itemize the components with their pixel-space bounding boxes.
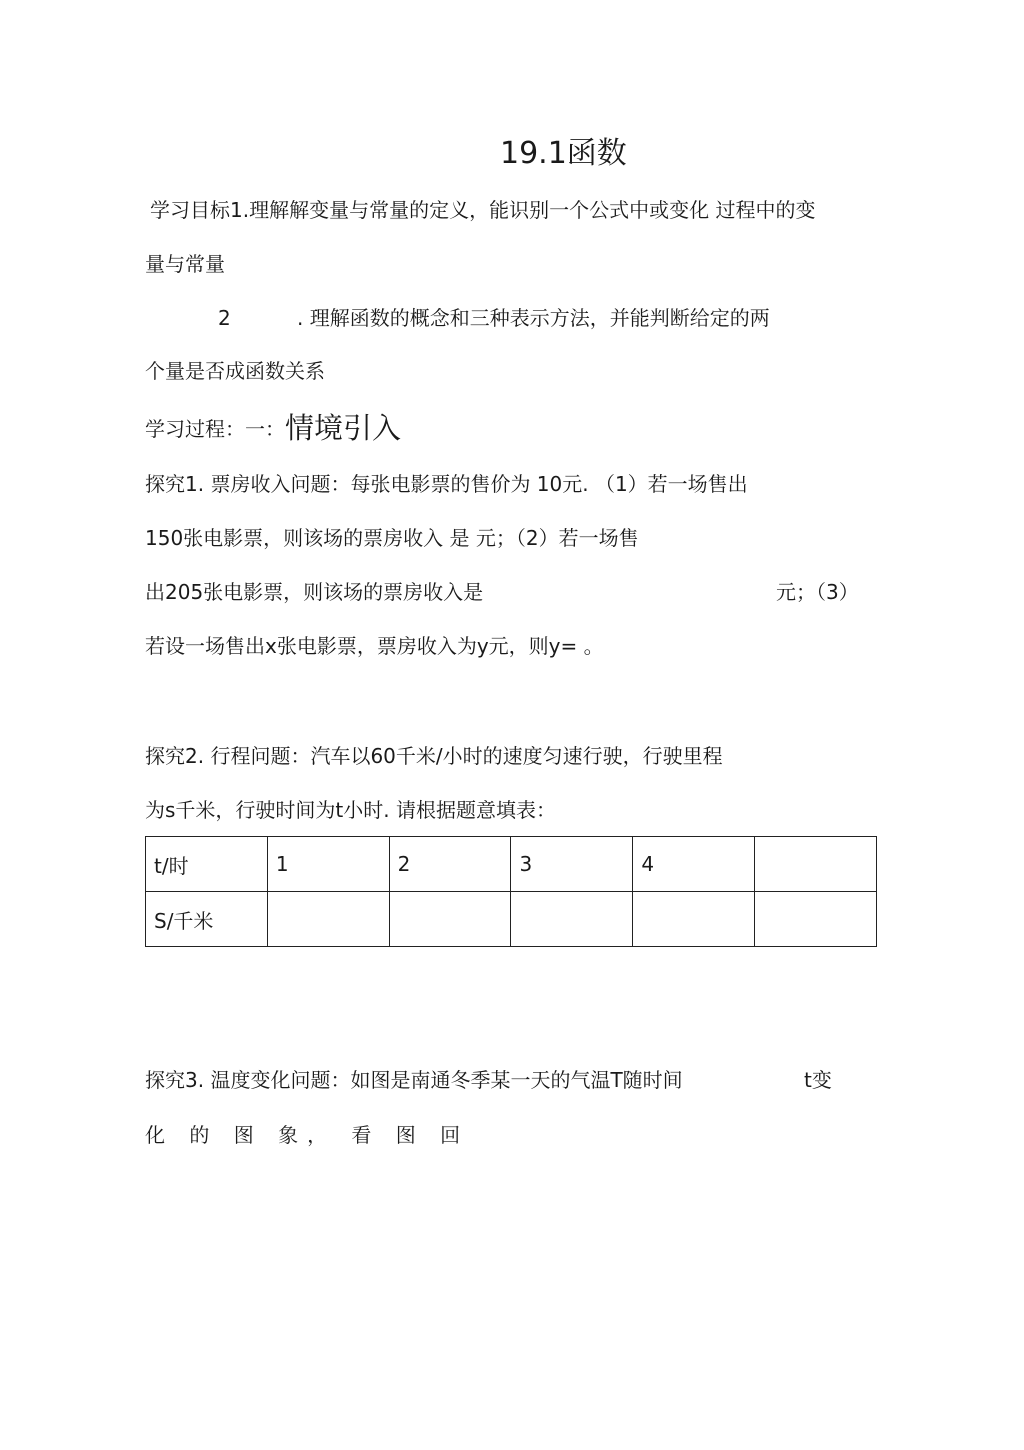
explore3-line-1-left: 探究3. 温度变化问题：如图是南通冬季某一天的气温T随时间 xyxy=(145,1068,683,1092)
table-cell: 1 xyxy=(267,837,389,892)
table-cell-t-header: t/时 xyxy=(146,837,268,892)
table-cell: 4 xyxy=(633,837,755,892)
distance-time-table xyxy=(145,836,877,947)
explore1-line-3-right: 元；（3） xyxy=(776,580,859,604)
explore1-line-2: 150张电影票，则该场的票房收入 是 元；（2）若一场售 xyxy=(145,526,639,550)
explore3-line-1-right: t变 xyxy=(804,1068,832,1092)
table-cell: 3 xyxy=(511,837,633,892)
objective-line-2: 量与常量 xyxy=(145,252,225,276)
explore2-line-2: 为s千米，行驶时间为t小时. 请根据题意填表： xyxy=(145,798,556,822)
learning-process xyxy=(145,411,402,445)
process-heading: 情境引入 xyxy=(285,411,402,445)
table-cell: 2 xyxy=(389,837,511,892)
table-cell-blank xyxy=(633,892,755,947)
table-row xyxy=(146,892,877,947)
explore3-line-2: 化 的 图 象， 看 图 回 xyxy=(145,1123,470,1147)
explore1-line-3-left: 出205张电影票，则该场的票房收入是 xyxy=(145,580,484,604)
explore2-line-1: 探究2. 行程问题：汽车以60千米/小时的速度匀速行驶，行驶里程 xyxy=(145,744,723,768)
explore1-line-4: 若设一场售出x张电影票，票房收入为y元，则y= 。 xyxy=(145,634,604,658)
page-title: 19.1函数 xyxy=(500,136,627,171)
table-cell-blank xyxy=(389,892,511,947)
table-cell-blank xyxy=(755,892,877,947)
objective-line-1: 学习目标1.理解解变量与常量的定义，能识别一个公式中或变化 过程中的变 xyxy=(150,198,816,222)
table-cell-s-header: S/千米 xyxy=(146,892,268,947)
objective-item-2-number: 2 xyxy=(218,306,231,330)
table-row xyxy=(146,837,877,892)
table-cell-blank xyxy=(511,892,633,947)
explore1-line-1: 探究1. 票房收入问题：每张电影票的售价为 10元. （1）若一场售出 xyxy=(145,472,748,496)
table-cell-blank xyxy=(267,892,389,947)
objective-item-2-text: . 理解函数的概念和三种表示方法，并能判断给定的两 xyxy=(297,306,770,330)
process-label: 学习过程：一： xyxy=(145,417,285,441)
table-cell xyxy=(755,837,877,892)
objective-line-4: 个量是否成函数关系 xyxy=(145,359,325,383)
